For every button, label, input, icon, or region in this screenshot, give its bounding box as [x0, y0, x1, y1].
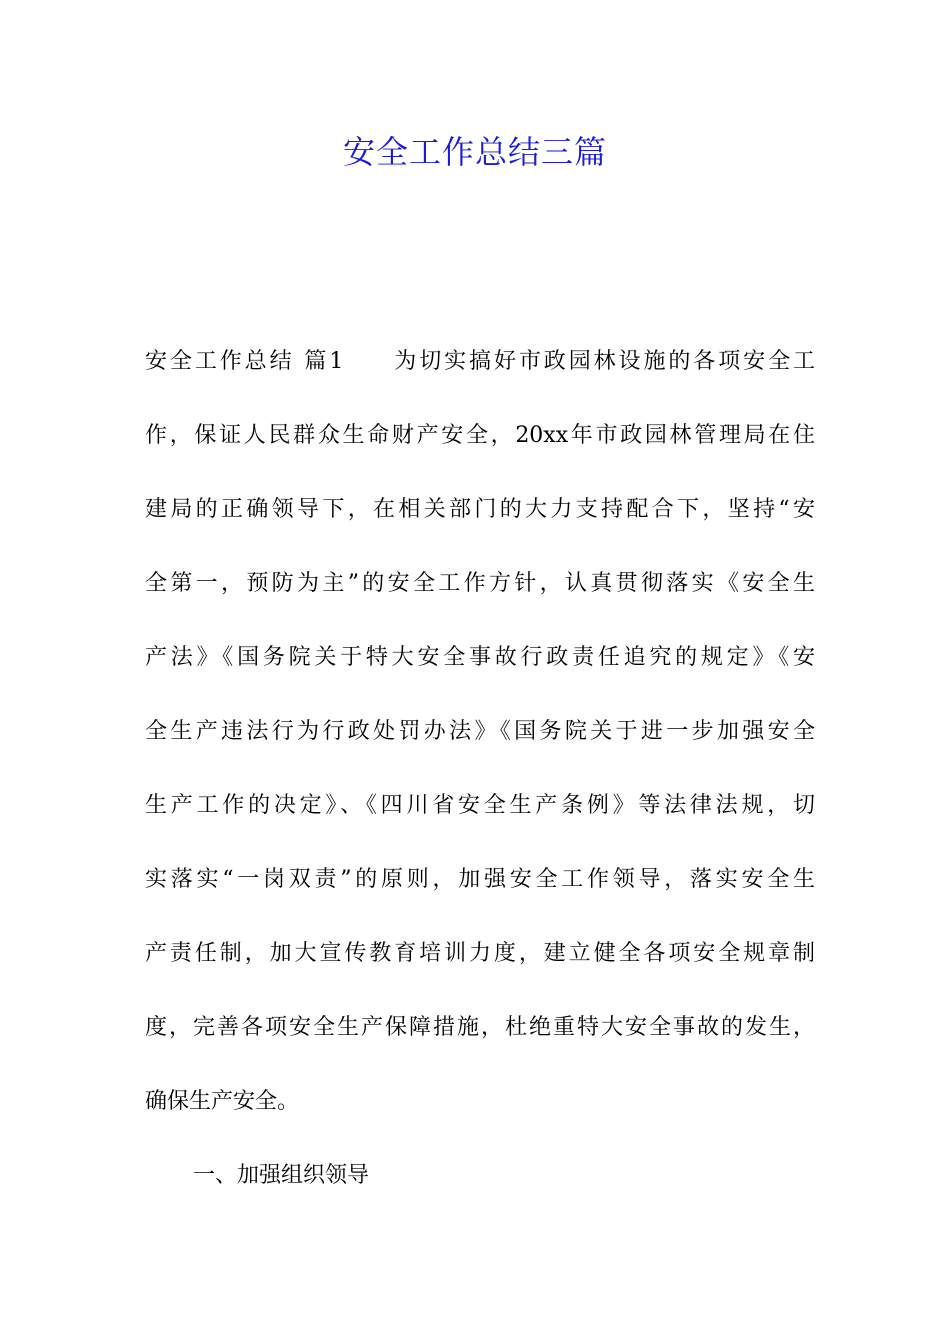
paragraph-text: 为切实搞好市政园林设施的各项安全工 — [391, 349, 815, 374]
paragraph-line-2: 作，保证人民群众生命财产安全，20xx年市政园林管理局在住 — [145, 423, 815, 448]
paragraph-line-9: 产责任制，加大宣传教育培训力度，建立健全各项安全规章制 — [145, 941, 815, 966]
paragraph-line-6: 全生产违法行为行政处罚办法》《国务院关于进一步加强安全 — [145, 719, 815, 744]
document-body — [145, 342, 815, 1230]
paragraph-line-1 — [145, 342, 815, 416]
paragraph-line-10: 度，完善各项安全生产保障措施，杜绝重特大安全事故的发生， — [145, 1015, 815, 1040]
article-label: 安全工作总结 篇1 — [145, 349, 344, 374]
section-heading: 一、加强组织领导 — [193, 1163, 370, 1188]
paragraph-line-5: 产法》《国务院关于特大安全事故行政责任追究的规定》《安 — [145, 645, 815, 670]
paragraph-line-3: 建局的正确领导下，在相关部门的大力支持配合下，坚持“安 — [145, 497, 815, 522]
document-title: 安全工作总结三篇 — [342, 133, 607, 171]
paragraph-line-8: 实落实“一岗双责”的原则，加强安全工作领导，落实安全生 — [145, 867, 815, 892]
paragraph-line-7: 生产工作的决定》、《四川省安全生产条例》等法律法规，切 — [145, 793, 815, 818]
paragraph-line-4: 全第一，预防为主”的安全工作方针，认真贯彻落实《安全生 — [145, 571, 815, 596]
paragraph-line-11: 确保生产安全。 — [145, 1089, 300, 1114]
